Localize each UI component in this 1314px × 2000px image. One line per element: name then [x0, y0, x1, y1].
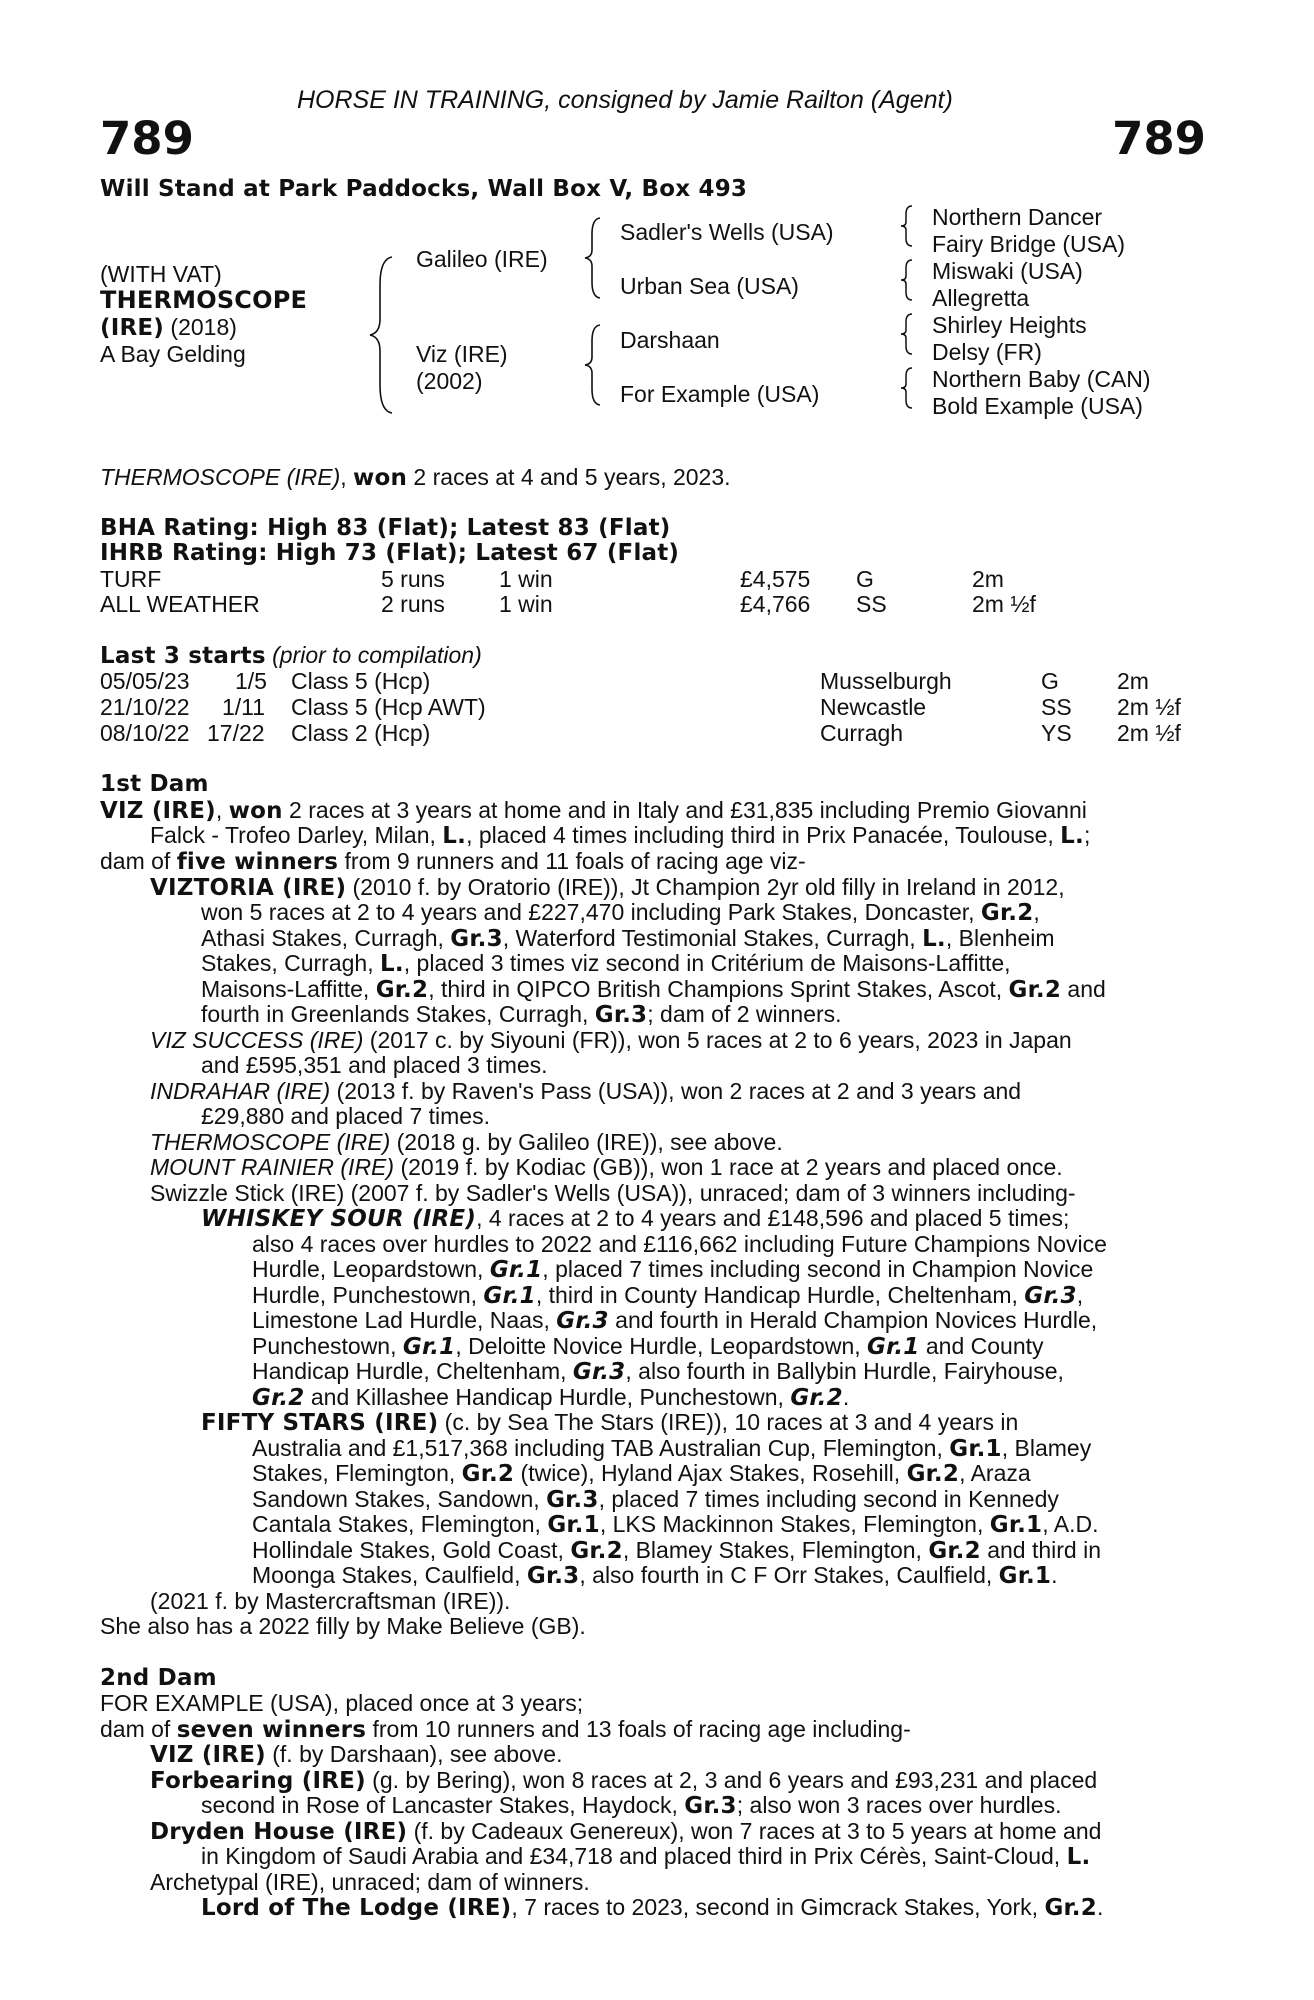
pedigree-dam-year: (2002)	[416, 368, 483, 394]
viz-success-line: and £595,351 and placed 3 times.	[201, 1052, 548, 1078]
dam2-damof: dam of seven winners from 10 runners and 13 foals of racing age including-	[100, 1716, 911, 1743]
viztoria-line: fourth in Greenlands Stakes, Curragh, Gr.3; dam of 2 winners.	[201, 1001, 842, 1028]
consignment-line: HORSE IN TRAINING, consigned by Jamie Railton (Agent)	[297, 86, 953, 114]
fifty-stars-line: FIFTY STARS (IRE) (c. by Sea The Stars (IRE)), 10 races at 3 and 4 years in	[201, 1409, 1019, 1436]
lot-number-left: 789	[100, 112, 194, 165]
dam1-damof: dam of five winners from 9 runners and 11 foals of racing age viz-	[100, 848, 806, 875]
viztoria-line: Athasi Stakes, Curragh, Gr.3, Waterford Testimonial Stakes, Curragh, L., Blenheim	[201, 925, 1055, 952]
fifty-stars-line: Australia and £1,517,368 including TAB Australian Cup, Flemington, Gr.1, Blamey	[252, 1435, 1092, 1462]
whiskey-sour-line: Punchestown, Gr.1, Deloitte Novice Hurdle, Leopardstown, Gr.1 and County	[252, 1333, 1044, 1360]
horse-name-line2	[100, 314, 237, 341]
vat-label: (WITH VAT)	[100, 261, 222, 287]
pedigree-gen3: Miswaki (USA)	[932, 258, 1083, 284]
pedigree-sire-dam: Urban Sea (USA)	[620, 273, 799, 299]
forbearing-line: second in Rose of Lancaster Stakes, Haydock, Gr.3; also won 3 races over hurdles.	[201, 1792, 1062, 1819]
second-dam-heading: 2nd Dam	[100, 1665, 217, 1691]
fifty-stars-line: Moonga Stakes, Caulfield, Gr.3, also fourth in C F Orr Stakes, Caulfield, Gr.1.	[252, 1562, 1058, 1589]
dam2-viz-line: VIZ (IRE) (f. by Darshaan), see above.	[150, 1741, 563, 1768]
pedigree-sire: Galileo (IRE)	[416, 246, 548, 272]
viz-success-line: VIZ SUCCESS (IRE) (2017 c. by Siyouni (FR)), won 5 races at 2 to 6 years, 2023 in Japan	[150, 1027, 1072, 1053]
pedigree-sire-sire: Sadler's Wells (USA)	[620, 219, 834, 245]
pedigree-brace-1	[368, 255, 398, 415]
horse-description: A Bay Gelding	[100, 341, 246, 367]
mount-rainier-line: MOUNT RAINIER (IRE) (2019 f. by Kodiac (GB)), won 1 race at 2 years and placed once.	[150, 1154, 1063, 1180]
lord-of-the-lodge-line: Lord of The Lodge (IRE), 7 races to 2023, second in Gimcrack Stakes, York, Gr.2.	[201, 1894, 1104, 1921]
first-dam-heading: 1st Dam	[100, 771, 209, 797]
fifty-stars-line: Hollindale Stakes, Gold Coast, Gr.2, Blamey Stakes, Flemington, Gr.2 and third in	[252, 1537, 1102, 1564]
pedigree-brace-5	[898, 258, 916, 302]
viztoria-line: VIZTORIA (IRE) (2010 f. by Oratorio (IRE)), Jt Champion 2yr old filly in Ireland in 2012,	[150, 874, 1065, 901]
pedigree-brace-3	[582, 323, 606, 407]
pedigree-gen3: Shirley Heights	[932, 312, 1087, 338]
pedigree-gen3: Northern Dancer	[932, 204, 1103, 230]
pedigree-gen3: Bold Example (USA)	[932, 393, 1143, 419]
horse-year: (2018)	[170, 314, 237, 340]
pedigree-brace-6	[898, 312, 916, 356]
forbearing-line: Forbearing (IRE) (g. by Bering), won 8 races at 2, 3 and 6 years and £93,231 and placed	[150, 1767, 1098, 1794]
pedigree-dam-sire: Darshaan	[620, 327, 720, 353]
pedigree-gen3: Allegretta	[932, 285, 1030, 311]
ihrb-rating: IHRB Rating: High 73 (Flat); Latest 67 (Flat)	[100, 540, 680, 566]
pedigree-dam-dam: For Example (USA)	[620, 381, 820, 407]
whiskey-sour-line: Hurdle, Leopardstown, Gr.1, placed 7 times including second in Champion Novice	[252, 1256, 1094, 1283]
race-summary: THERMOSCOPE (IRE), won 2 races at 4 and 5 years, 2023.	[100, 464, 731, 491]
bha-rating: BHA Rating: High 83 (Flat); Latest 83 (Flat)	[100, 515, 671, 541]
location-line: Will Stand at Park Paddocks, Wall Box V, Box 493	[100, 176, 748, 202]
fifty-stars-line: Stakes, Flemington, Gr.2 (twice), Hyland Ajax Stakes, Rosehill, Gr.2, Araza	[252, 1460, 1031, 1487]
whiskey-sour-line: Hurdle, Punchestown, Gr.1, third in County Handicap Hurdle, Cheltenham, Gr.3,	[252, 1282, 1084, 1309]
pedigree-gen3: Northern Baby (CAN)	[932, 366, 1151, 392]
whiskey-sour-line: WHISKEY SOUR (IRE), 4 races at 2 to 4 years and £148,596 and placed 5 times;	[201, 1205, 1070, 1232]
dryden-house-line: in Kingdom of Saudi Arabia and £34,718 and placed third in Prix Cérès, Saint-Cloud, L.	[201, 1843, 1091, 1870]
pedigree-brace-7	[898, 366, 916, 410]
whiskey-sour-line: Gr.2 and Killashee Handicap Hurdle, Punchestown, Gr.2.	[252, 1384, 850, 1411]
horse-name: THERMOSCOPE	[100, 286, 308, 314]
viztoria-line: Stakes, Curragh, L., placed 3 times viz second in Critérium de Maisons-Laffitte,	[201, 950, 1011, 977]
pedigree-gen3: Fairy Bridge (USA)	[932, 231, 1125, 257]
fifty-stars-line: Cantala Stakes, Flemington, Gr.1, LKS Mackinnon Stakes, Flemington, Gr.1, A.D.	[252, 1511, 1099, 1538]
viztoria-line: Maisons-Laffitte, Gr.2, third in QIPCO British Champions Sprint Stakes, Ascot, Gr.2 and	[201, 976, 1106, 1003]
dryden-house-line: Dryden House (IRE) (f. by Cadeaux Genereux), won 7 races at 3 to 5 years at home and	[150, 1818, 1102, 1845]
pedigree-brace-2	[582, 216, 606, 300]
swizzle-stick-line: Swizzle Stick (IRE) (2007 f. by Sadler's Wells (USA)), unraced; dam of 3 winners including-	[150, 1180, 1076, 1206]
pedigree-dam: Viz (IRE)	[416, 341, 508, 367]
archetypal-line: Archetypal (IRE), unraced; dam of winners.	[150, 1869, 590, 1895]
lot-number-right: 789	[1112, 112, 1206, 165]
thermoscope-line: THERMOSCOPE (IRE) (2018 g. by Galileo (IRE)), see above.	[150, 1129, 783, 1155]
pedigree-brace-4	[898, 204, 916, 248]
dam2-line1: FOR EXAMPLE (USA), placed once at 3 years;	[100, 1690, 584, 1716]
whiskey-sour-line: also 4 races over hurdles to 2022 and £116,662 including Future Champions Novice	[252, 1231, 1107, 1257]
horse-country: (IRE)	[100, 315, 165, 341]
dam1-viz-line1: VIZ (IRE), won 2 races at 3 years at home and in Italy and £31,835 including Premio Giovanni	[100, 797, 1087, 824]
mastercraftsman-line: (2021 f. by Mastercraftsman (IRE)).	[150, 1588, 511, 1614]
dam1-viz-line2: Falck - Trofeo Darley, Milan, L., placed 4 times including third in Prix Panacée, Toulouse, L.;	[150, 822, 1091, 849]
indrahar-line: INDRAHAR (IRE) (2013 f. by Raven's Pass (USA)), won 2 races at 2 and 3 years and	[150, 1078, 1022, 1104]
fifty-stars-line: Sandown Stakes, Sandown, Gr.3, placed 7 times including second in Kennedy	[252, 1486, 1059, 1513]
also-has-line: She also has a 2022 filly by Make Believe (GB).	[100, 1613, 586, 1639]
starts-heading: Last 3 starts (prior to compilation)	[100, 642, 482, 669]
indrahar-line: £29,880 and placed 7 times.	[201, 1103, 490, 1129]
pedigree-gen3: Delsy (FR)	[932, 339, 1042, 365]
whiskey-sour-line: Limestone Lad Hurdle, Naas, Gr.3 and fourth in Herald Champion Novices Hurdle,	[252, 1307, 1098, 1334]
viztoria-line: won 5 races at 2 to 4 years and £227,470 including Park Stakes, Doncaster, Gr.2,	[201, 899, 1040, 926]
whiskey-sour-line: Handicap Hurdle, Cheltenham, Gr.3, also fourth in Ballybin Hurdle, Fairyhouse,	[252, 1358, 1064, 1385]
